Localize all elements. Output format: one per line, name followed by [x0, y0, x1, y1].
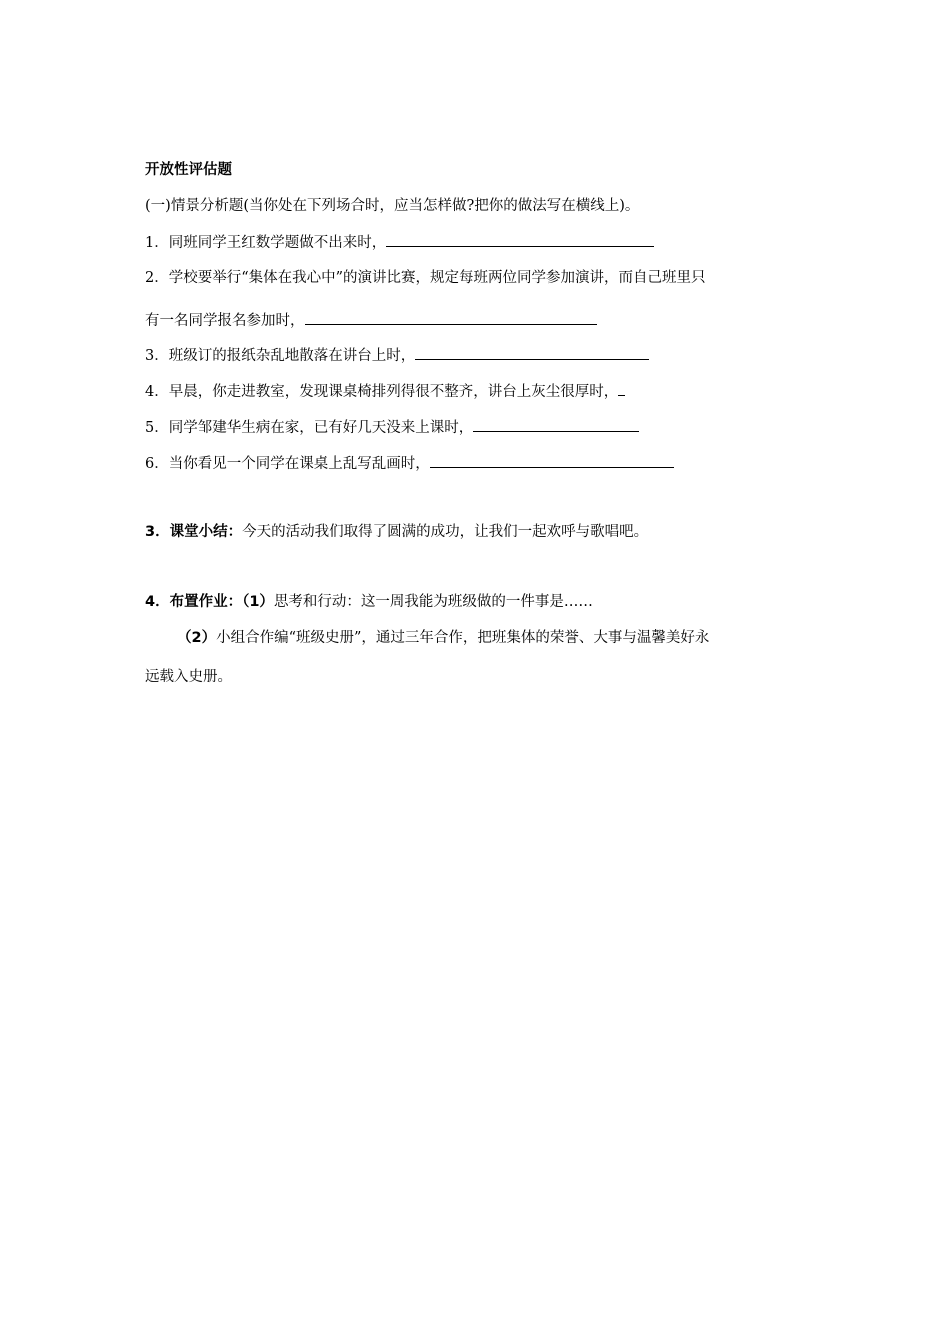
question-5-text: 5．同学邹建华生病在家，已有好几天没来上课时， — [145, 420, 474, 436]
question-3-text: 3．班级订的报纸杂乱地散落在讲台上时， — [145, 348, 416, 364]
summary-text: 今天的活动我们取得了圆满的成功，让我们一起欢呼与歌唱吧。 — [242, 524, 649, 540]
homework-item-1-text: 思考和行动：这一周我能为班级做的一件事是…… — [273, 594, 593, 610]
answer-blank-1[interactable] — [386, 232, 654, 247]
answer-blank-2[interactable] — [305, 310, 597, 325]
homework-line-2 — [177, 628, 709, 648]
question-3 — [145, 345, 649, 366]
question-1-text: 1．同班同学王红数学题做不出来时， — [145, 235, 387, 251]
answer-blank-3[interactable] — [415, 345, 649, 360]
homework-label: 4．布置作业： — [145, 594, 243, 610]
question-2-line-1: 2．学校要举行“集体在我心中”的演讲比赛，规定每班两位同学参加演讲，而自己班里只 — [145, 270, 706, 286]
answer-blank-6[interactable] — [430, 453, 674, 468]
question-2-line-2 — [145, 310, 597, 331]
answer-blank-5[interactable] — [473, 417, 639, 432]
summary-label: 3．课堂小结： — [145, 524, 243, 540]
question-4-text: 4．早晨，你走进教室，发现课桌椅排列得很不整齐，讲台上灰尘很厚时， — [145, 384, 619, 400]
section-heading: 开放性评估题 — [145, 162, 232, 178]
question-4 — [145, 381, 625, 402]
question-5 — [145, 417, 639, 438]
question-1 — [145, 232, 654, 253]
class-summary — [145, 522, 648, 542]
section-intro: (一)情景分析题(当你处在下列场合时，应当怎样做?把你的做法写在横线上)。 — [145, 198, 640, 214]
question-2-text: 有一名同学报名参加时， — [145, 313, 305, 329]
homework-line-3: 远载入史册。 — [145, 669, 232, 685]
homework-item-1-number: （1） — [242, 594, 274, 610]
homework-item-2-number: （2） — [177, 630, 217, 646]
homework-item-2-text: 小组合作编“班级史册”，通过三年合作，把班集体的荣誉、大事与温馨美好永 — [216, 630, 710, 646]
question-6-text: 6．当你看见一个同学在课桌上乱写乱画时， — [145, 456, 430, 472]
homework-line-1 — [145, 592, 593, 612]
question-6 — [145, 453, 674, 474]
answer-blank-4[interactable] — [618, 381, 625, 396]
